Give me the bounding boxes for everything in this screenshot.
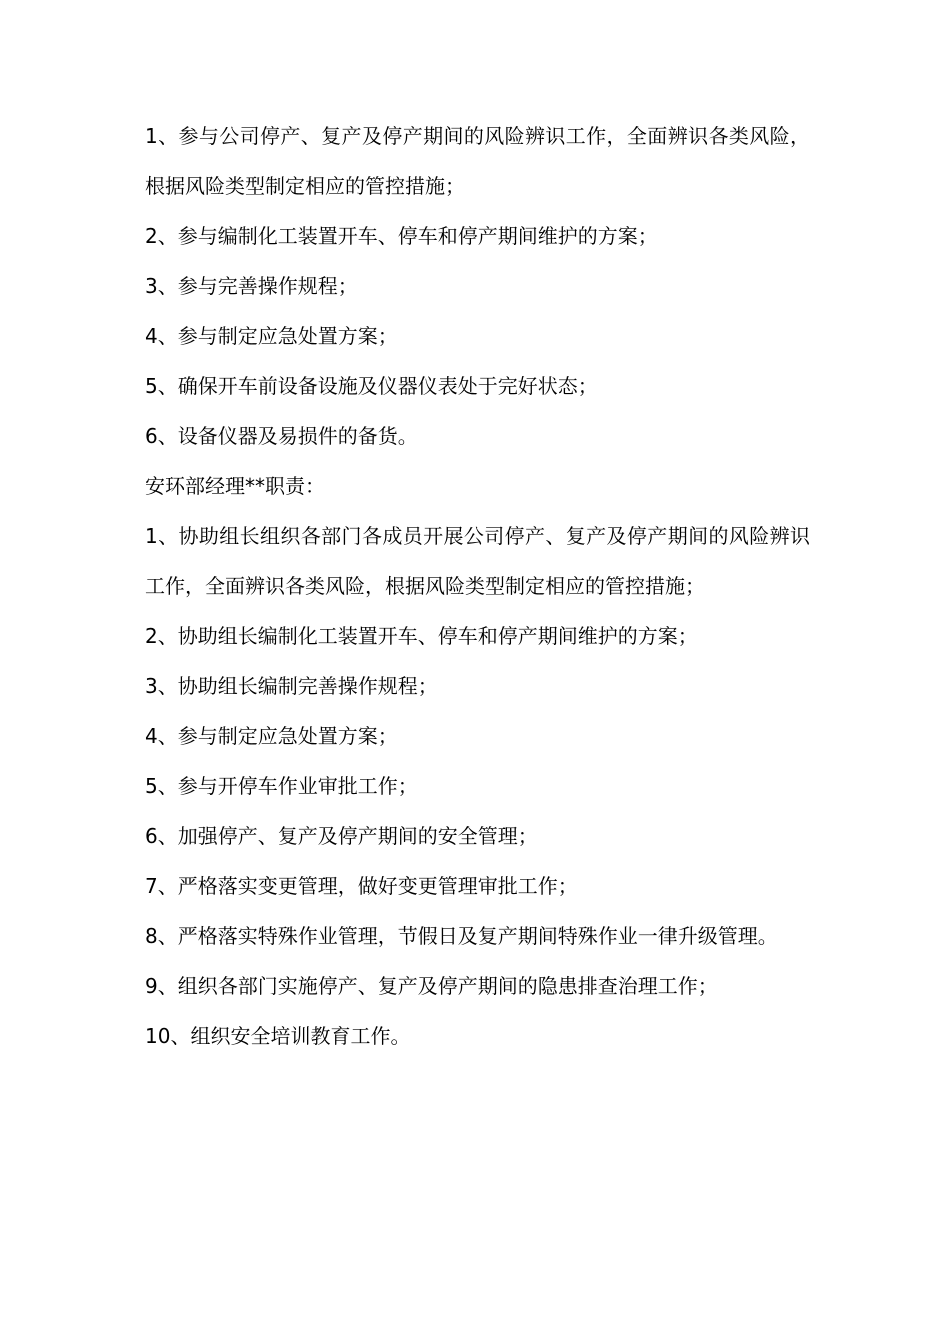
document-page xyxy=(145,111,810,1061)
section2-item-2: 2、协助组长编制化工装置开车、停车和停产期间维护的方案； xyxy=(145,624,698,648)
section1-item-2: 2、参与编制化工装置开车、停车和停产期间维护的方案； xyxy=(145,224,658,248)
section2-item-9: 9、组织各部门实施停产、复产及停产期间的隐患排查治理工作； xyxy=(145,974,718,998)
section2-item-8: 8、严格落实特殊作业管理，节假日及复产期间特殊作业一律升级管理。 xyxy=(145,924,778,948)
section2-item-10: 10、组织安全培训教育工作。 xyxy=(145,1024,411,1048)
section2-item-3: 3、协助组长编制完善操作规程； xyxy=(145,674,438,698)
section1-item-1: 1、参与公司停产、复产及停产期间的风险辨识工作，全面辨识各类风险，根据风险类型制定相应的管控措施； xyxy=(145,124,810,198)
section1-item-5: 5、确保开车前设备设施及仪器仪表处于完好状态； xyxy=(145,374,598,398)
section2-item-4: 4、参与制定应急处置方案； xyxy=(145,724,398,748)
section2-heading: 安环部经理**职责： xyxy=(145,474,325,498)
section2-item-1: 1、协助组长组织各部门各成员开展公司停产、复产及停产期间的风险辨识工作，全面辨识各类风险，根据风险类型制定相应的管控措施； xyxy=(145,524,810,598)
section1-item-6: 6、设备仪器及易损件的备货。 xyxy=(145,424,418,448)
section2-item-5: 5、参与开停车作业审批工作； xyxy=(145,774,418,798)
section1-item-3: 3、参与完善操作规程； xyxy=(145,274,358,298)
section2-item-7: 7、严格落实变更管理，做好变更管理审批工作； xyxy=(145,874,578,898)
section2-item-6: 6、加强停产、复产及停产期间的安全管理； xyxy=(145,824,538,848)
section1-item-4: 4、参与制定应急处置方案； xyxy=(145,324,398,348)
